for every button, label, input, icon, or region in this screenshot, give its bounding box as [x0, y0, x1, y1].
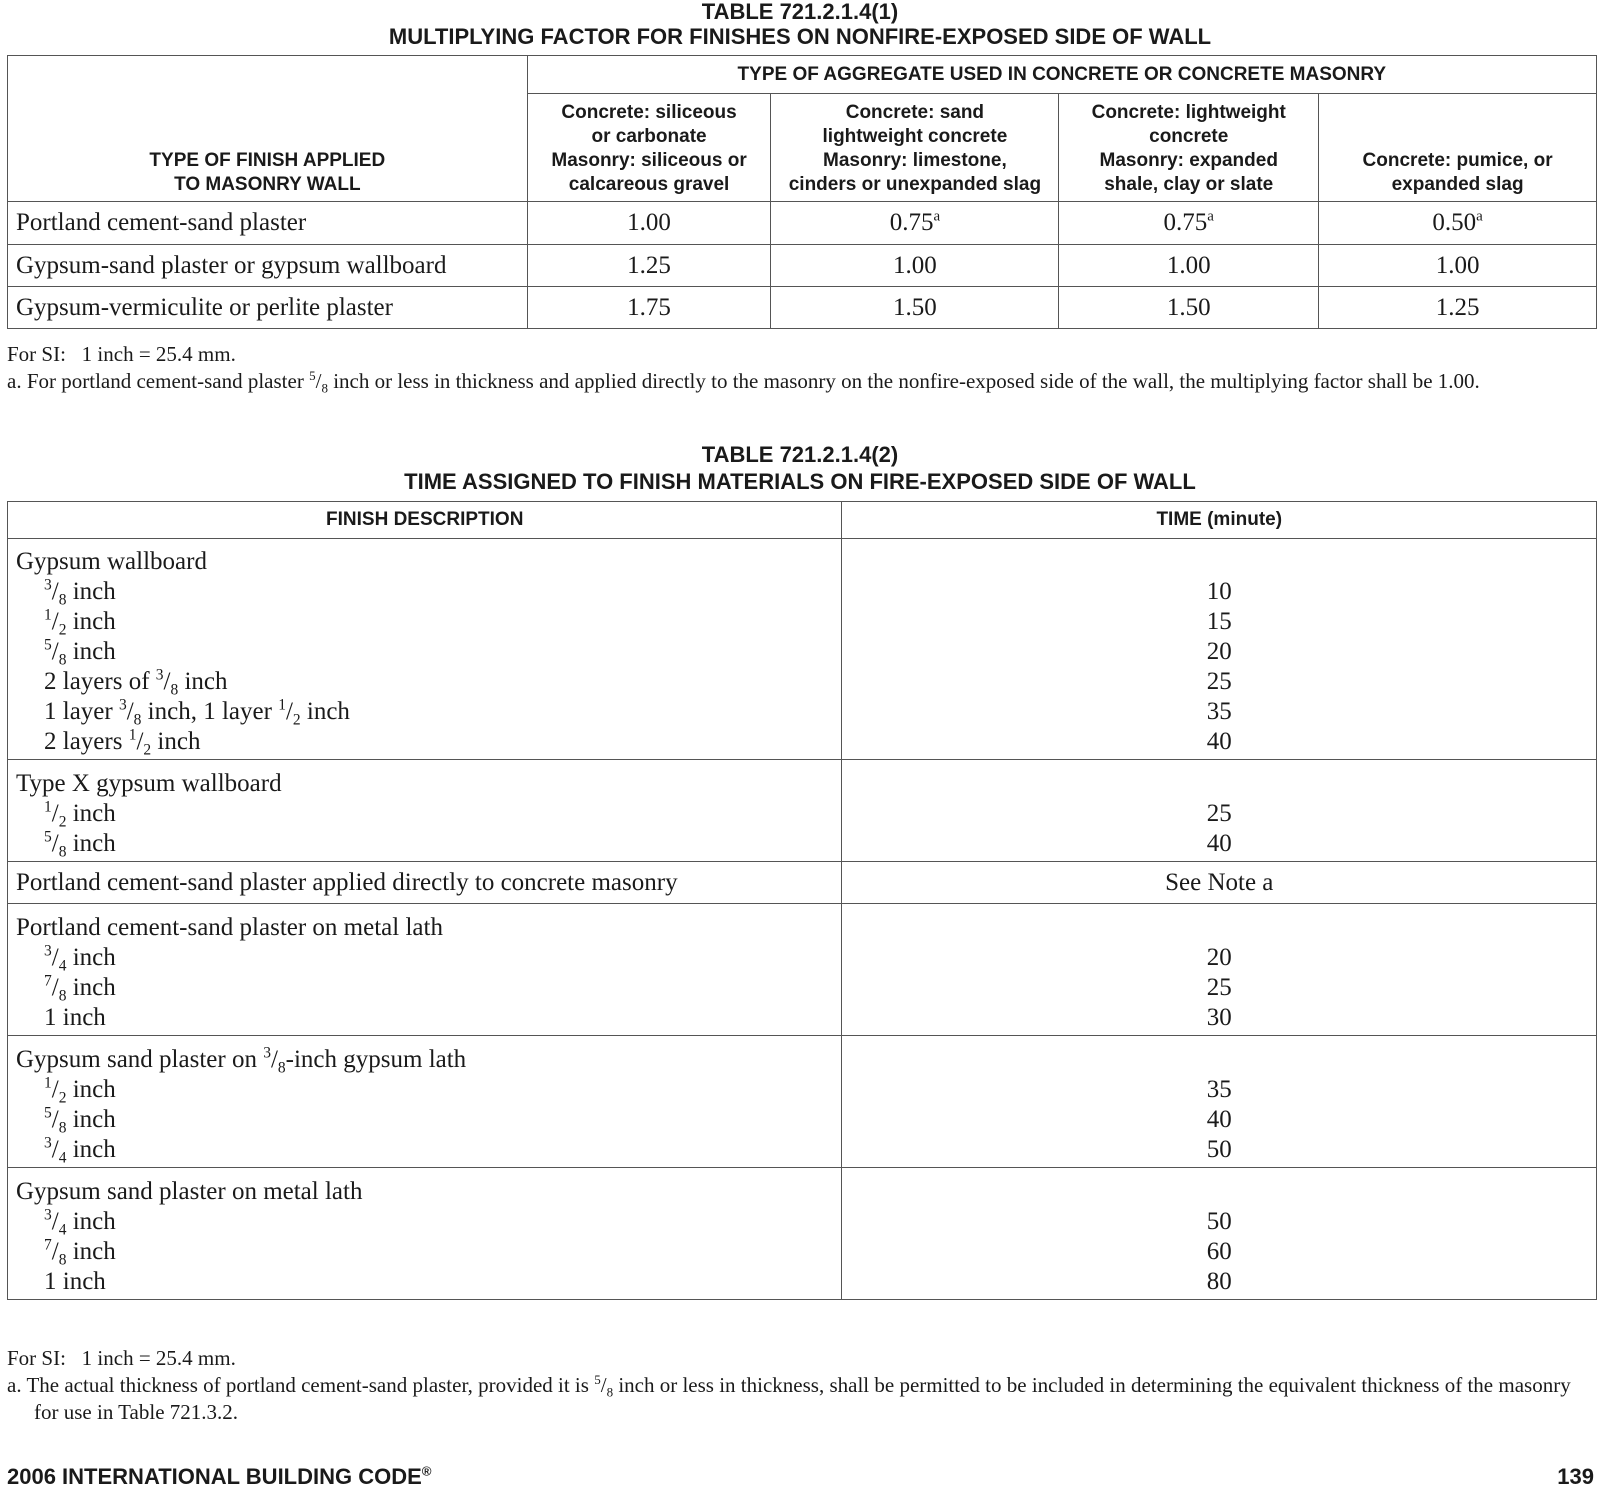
table1-label: TABLE 721.2.1.4(1)	[701, 0, 899, 24]
registered-mark: ®	[421, 1463, 432, 1479]
table1-col-header: Concrete: siliceous or carbonate Masonry: siliceous or calcareous gravel	[527, 94, 771, 202]
finish-description: Portland cement-sand plaster on metal lath $^3/_4$ inch $^7/_8$ inch 1 inch	[8, 904, 842, 1036]
time-values: See Note a	[842, 862, 1597, 904]
book-title: 2006 INTERNATIONAL BUILDING CODE®	[7, 1463, 432, 1489]
time-values: 35 40 50	[842, 1036, 1597, 1168]
table-row	[8, 1036, 1597, 1168]
note-marker: a	[1476, 208, 1483, 225]
si-note: For SI: 1 inch = 25.4 mm.	[7, 1346, 236, 1370]
finish-label: Gypsum-vermiculite or perlite plaster	[8, 287, 528, 329]
factor-value: 1.25	[527, 245, 771, 287]
table2-notes	[7, 1345, 1597, 1426]
table-row	[8, 760, 1597, 862]
table1-col-group-header: TYPE OF AGGREGATE USED IN CONCRETE OR CONCRETE MASONRY	[527, 56, 1596, 94]
table1	[7, 55, 1597, 329]
page-number: 139	[1557, 1464, 1594, 1489]
footnote-a: a. The actual thickness of portland cement-sand plaster, provided it is $^5/_8$ inch or less in thickness, shall be permitted to be included in determining the equivalent thickness of the masonry for use in Table 721.3.2.	[7, 1372, 1571, 1424]
finish-description: Gypsum sand plaster on $^3/_8$-inch gypsum lath $^1/_2$ inch $^5/_8$ inch $^3/_4$ inch	[8, 1036, 842, 1168]
factor-value: 0.50$^a$	[1319, 202, 1597, 245]
factor-value: 1.75	[527, 287, 771, 329]
time-values: 20 25 30	[842, 904, 1597, 1036]
time-values: 25 40	[842, 760, 1597, 862]
col-header-time: TIME (minute)	[842, 502, 1597, 539]
factor-value: 0.75$^a$	[771, 202, 1059, 245]
table2-title: TIME ASSIGNED TO FINISH MATERIALS ON FIRE-EXPOSED SIDE OF WALL	[404, 469, 1196, 494]
table1-row-header: TYPE OF FINISH APPLIED TO MASONRY WALL	[8, 56, 528, 202]
table-row	[8, 904, 1597, 1036]
table1-col-header: Concrete: sand lightweight concrete Masonry: limestone, cinders or unexpanded slag	[771, 94, 1059, 202]
table-row	[8, 539, 1597, 760]
finish-description: Gypsum wallboard $^3/_8$ inch $^1/_2$ inch $^5/_8$ inch 2 layers of $^3/_8$ inch 1 layer $^3/_8$ inch, 1 layer $^1/_2$ inch 2 layers $^1/_2$ inch	[8, 539, 842, 760]
table-row	[8, 245, 1597, 287]
footnote-a: a. For portland cement-sand plaster $^5/_8$ inch or less in thickness and applied directly to the masonry on the nonfire-exposed side of the wall, the multiplying factor shall be 1.00.	[7, 368, 1480, 396]
table-row	[8, 862, 1597, 904]
table1-notes	[7, 341, 1597, 395]
note-marker: a	[1207, 208, 1214, 225]
table-row	[8, 202, 1597, 245]
col-header-finish: FINISH DESCRIPTION	[8, 502, 842, 539]
factor-value: 1.50	[1059, 287, 1319, 329]
finish-label: Gypsum-sand plaster or gypsum wallboard	[8, 245, 528, 287]
factor-value: 1.50	[771, 287, 1059, 329]
table2-label: TABLE 721.2.1.4(2)	[701, 442, 899, 467]
finish-description: Portland cement-sand plaster applied directly to concrete masonry	[8, 862, 842, 904]
finish-description: Gypsum sand plaster on metal lath $^3/_4$ inch $^7/_8$ inch 1 inch	[8, 1168, 842, 1300]
factor-value: 1.00	[1319, 245, 1597, 287]
note-marker: a	[933, 208, 941, 225]
page-footer	[7, 1464, 1597, 1490]
time-values: 50 60 80	[842, 1168, 1597, 1300]
factor-value: 0.75$^a$	[1059, 202, 1319, 245]
table1-title: MULTIPLYING FACTOR FOR FINISHES ON NONFIRE-EXPOSED SIDE OF WALL	[388, 24, 1212, 49]
factor-value: 1.00	[771, 245, 1059, 287]
factor-value: 1.00	[1059, 245, 1319, 287]
table2	[7, 501, 1597, 1300]
table1-col-header: Concrete: pumice, or expanded slag	[1319, 94, 1597, 202]
table-row	[8, 287, 1597, 329]
finish-description: Type X gypsum wallboard $^1/_2$ inch $^5/_8$ inch	[8, 760, 842, 862]
table-row	[8, 1168, 1597, 1300]
finish-label: Portland cement-sand plaster	[8, 202, 528, 245]
time-values: 10 15 20 25 35 40	[842, 539, 1597, 760]
table1-col-header: Concrete: lightweight concrete Masonry: expanded shale, clay or slate	[1059, 94, 1319, 202]
factor-value: 1.00	[527, 202, 771, 245]
factor-value: 1.25	[1319, 287, 1597, 329]
si-note: For SI: 1 inch = 25.4 mm.	[7, 342, 236, 366]
